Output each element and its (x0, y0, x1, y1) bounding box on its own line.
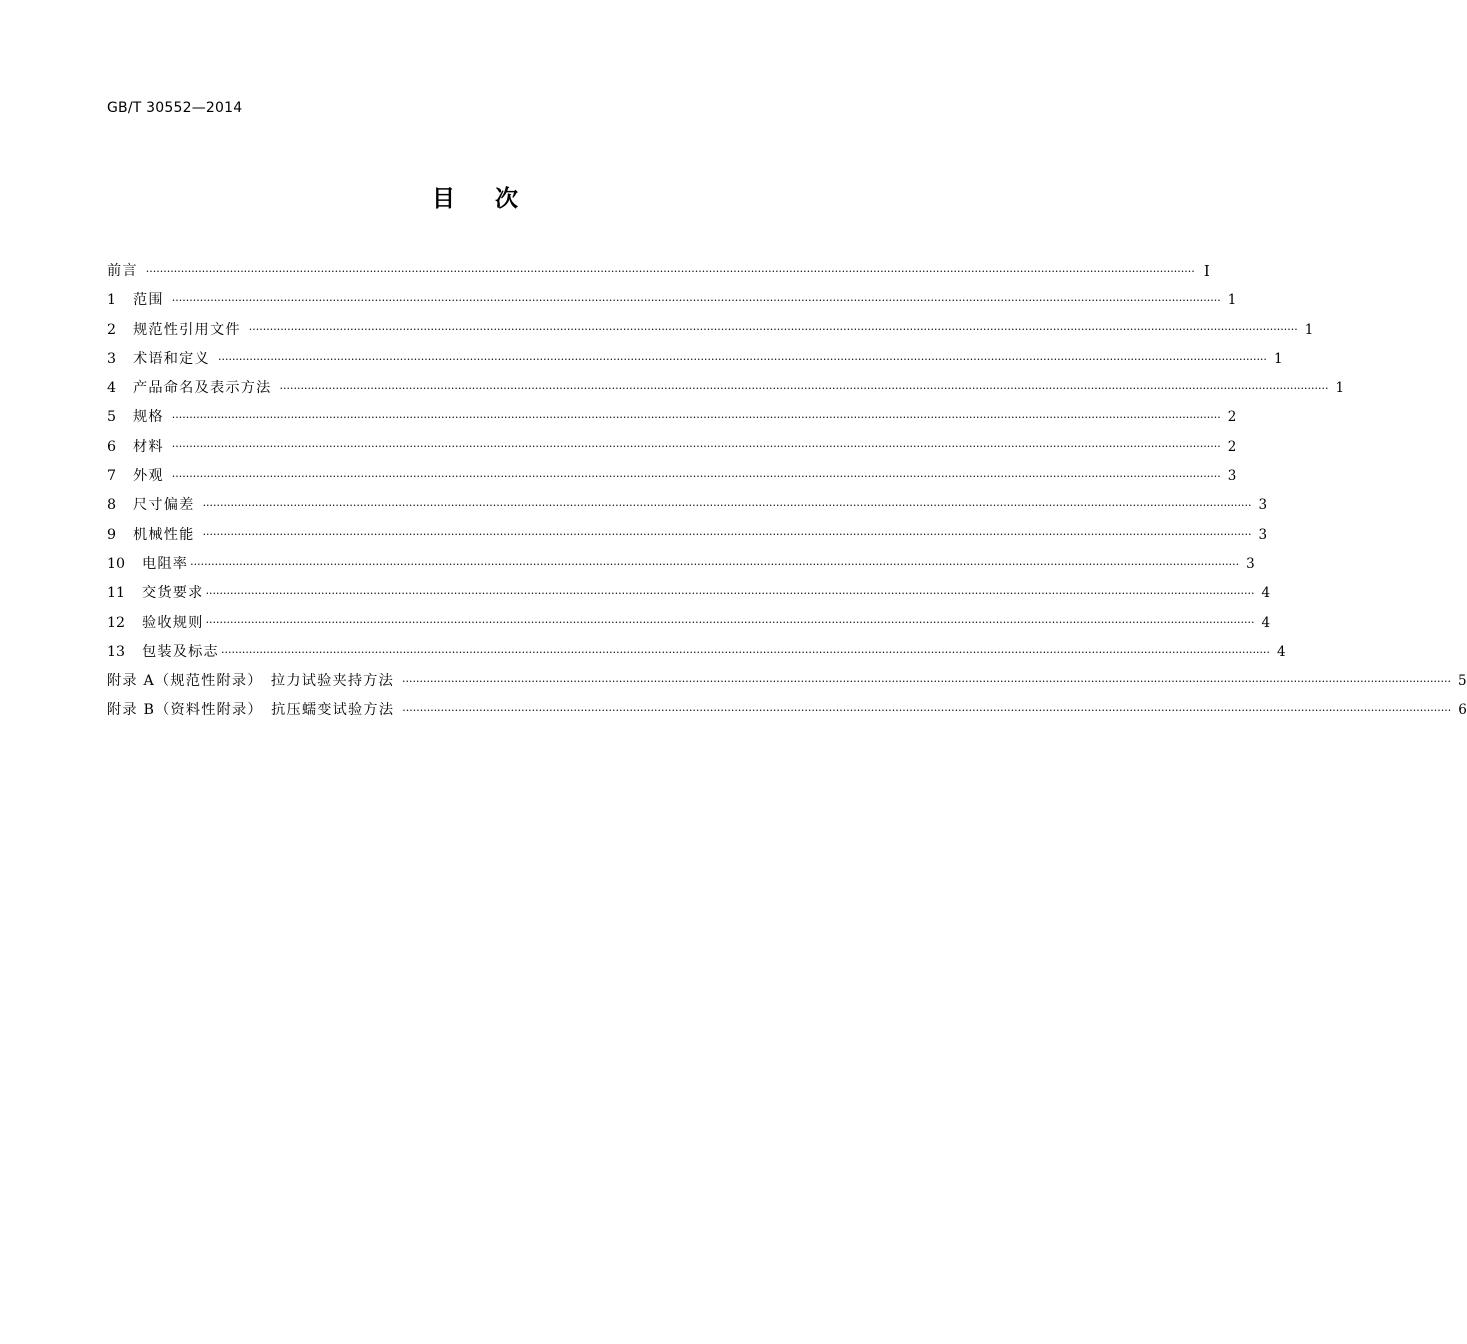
toc-entry[interactable] (107, 521, 1268, 550)
toc-entry-number: 12 (107, 614, 126, 631)
table-of-contents (107, 257, 1467, 726)
toc-entry-page: 4 (1261, 585, 1271, 602)
toc-entry-page: 4 (1261, 614, 1271, 631)
toc-entry-number: 6 (107, 438, 117, 455)
toc-entry-page: 1 (1304, 321, 1314, 338)
toc-entry-foreword[interactable] (107, 257, 1210, 286)
toc-entry-label: 验收规则 (142, 614, 204, 631)
toc-entry-page: 1 (1273, 350, 1283, 367)
toc-leader-dots: ············································································································································································································································································································ (202, 528, 1252, 542)
toc-entry[interactable] (107, 609, 1271, 638)
toc-entry-number: 5 (107, 409, 117, 426)
toc-entry-page: 3 (1227, 468, 1237, 485)
toc-entry-number: 4 (107, 380, 117, 397)
toc-entry-number: 7 (107, 468, 117, 485)
toc-leader-dots: ············································································································································································································································································································ (190, 557, 1240, 571)
toc-entry-number: 3 (107, 350, 117, 367)
toc-entry-label: 附录 A（规范性附录） 拉力试验夹持方法 (107, 673, 395, 690)
toc-entry-label: 附录 B（资料性附录） 抗压蠕变试验方法 (107, 702, 395, 719)
toc-entry[interactable] (107, 579, 1271, 608)
toc-leader-dots: ············································································································································································································································································································ (171, 293, 1221, 307)
toc-entry[interactable] (107, 345, 1283, 374)
toc-leader-dots: ············································································································································································································································································································ (171, 440, 1221, 454)
toc-entry[interactable] (107, 286, 1237, 315)
toc-entry-page: 3 (1246, 555, 1255, 572)
toc-entry[interactable] (107, 374, 1345, 403)
toc-entry-page: 1 (1335, 380, 1345, 397)
toc-entry-label: 产品命名及表示方法 (133, 380, 272, 397)
toc-entry-page: 5 (1458, 673, 1467, 690)
toc-entry-page: 4 (1276, 643, 1286, 660)
toc-entry-annex-a[interactable] (107, 667, 1467, 696)
toc-entry[interactable] (107, 403, 1237, 432)
toc-entry-label: 前言 (107, 263, 138, 279)
toc-entry-number: 13 (107, 643, 126, 660)
toc-entry-page: Ⅰ (1203, 262, 1210, 280)
toc-leader-dots: ············································································································································································································································································································ (279, 381, 1329, 395)
toc-leader-dots: ············································································································································································································································································································ (205, 616, 1255, 630)
toc-entry[interactable] (107, 491, 1268, 520)
toc-entry-page: 6 (1458, 702, 1467, 719)
toc-entry-label: 包装及标志 (142, 643, 219, 660)
toc-leader-dots: ············································································································································································································································································································ (145, 264, 1195, 278)
toc-entry-page: 3 (1258, 497, 1268, 514)
toc-entry-number: 8 (107, 497, 117, 514)
toc-entry-page: 1 (1227, 292, 1237, 309)
toc-entry-number: 1 (107, 292, 117, 309)
toc-entry-label: 规格 (133, 409, 164, 426)
toc-entry-label: 术语和定义 (133, 350, 210, 367)
toc-entry-label: 材料 (133, 438, 164, 455)
toc-leader-dots: ············································································································································································································································································································ (171, 411, 1221, 425)
toc-leader-dots: ············································································································································································································································································································ (402, 704, 1452, 718)
toc-entry-label: 范围 (133, 292, 164, 309)
toc-leader-dots: ············································································································································································································································································································ (205, 586, 1255, 600)
toc-entry[interactable] (107, 638, 1286, 667)
toc-leader-dots: ············································································································································································································································································································ (402, 674, 1452, 688)
toc-entry-label: 交货要求 (142, 585, 204, 602)
toc-leader-dots: ············································································································································································································································································································ (217, 352, 1267, 366)
standard-code: GB/T 30552—2014 (107, 100, 243, 116)
toc-entry-number: 10 (107, 555, 126, 572)
toc-leader-dots: ············································································································································································································································································································ (220, 645, 1270, 659)
toc-entry-page: 2 (1227, 409, 1237, 426)
toc-entry-page: 3 (1258, 526, 1268, 543)
toc-entry-page: 2 (1227, 438, 1237, 455)
toc-entry-label: 机械性能 (133, 526, 195, 543)
toc-entry-label: 尺寸偏差 (133, 497, 195, 514)
toc-entry[interactable] (107, 433, 1237, 462)
toc-entry-annex-b[interactable] (107, 696, 1467, 725)
toc-entry-label: 规范性引用文件 (133, 321, 241, 338)
toc-entry-label: 外观 (133, 468, 164, 485)
toc-entry-number: 2 (107, 321, 117, 338)
toc-leader-dots: ············································································································································································································································································································ (202, 499, 1252, 513)
toc-entry[interactable] (107, 550, 1255, 579)
page-title: 目次 (432, 186, 558, 212)
toc-entry[interactable] (107, 316, 1314, 345)
toc-entry-number: 11 (107, 585, 126, 602)
toc-entry-number: 9 (107, 526, 117, 543)
toc-leader-dots: ············································································································································································································································································································ (171, 469, 1221, 483)
toc-leader-dots: ············································································································································································································································································································ (248, 323, 1298, 337)
toc-entry[interactable] (107, 462, 1237, 491)
toc-entry-label: 电阻率 (142, 555, 189, 572)
